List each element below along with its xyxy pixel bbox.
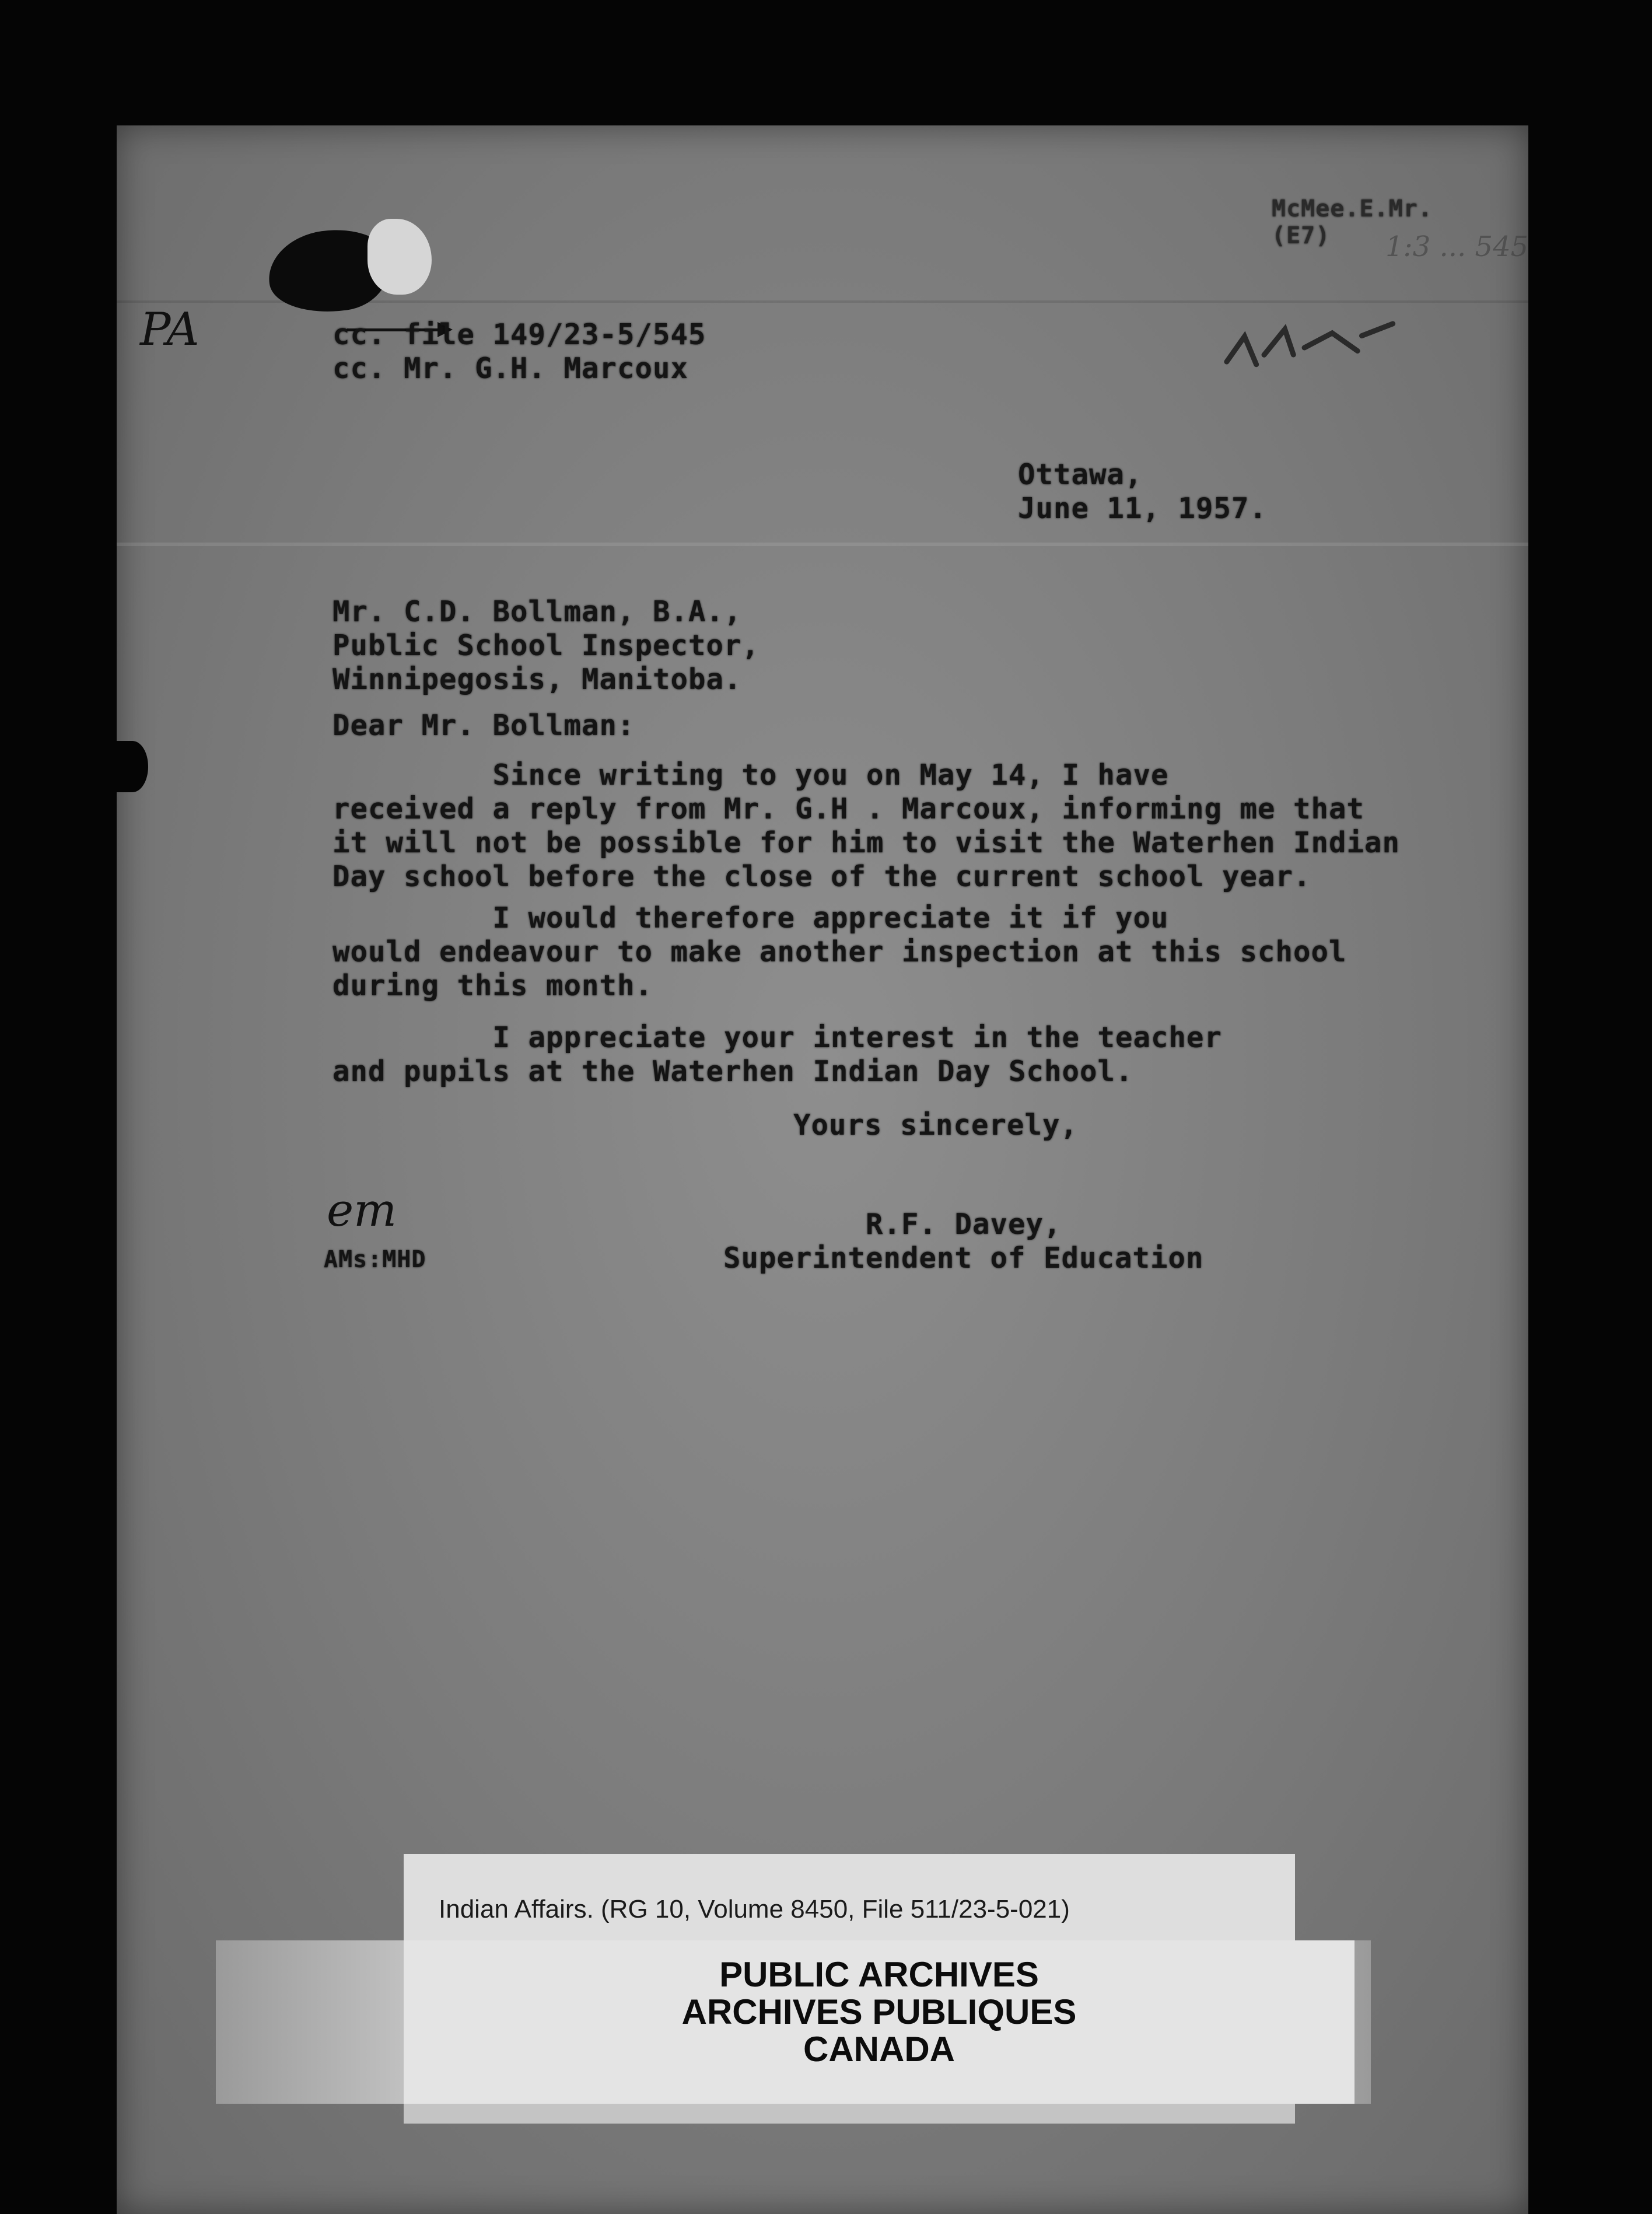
cc-lines: cc. file 149/23-5/545 cc. Mr. G.H. Marcoux bbox=[332, 318, 706, 385]
salutation: Dear Mr. Bollman: bbox=[332, 709, 635, 742]
typist-reference: AMs:MHD bbox=[324, 1246, 426, 1273]
top-right-file-reference: McMee.E.Mr. (E7) bbox=[1272, 195, 1433, 249]
pencil-scrawl-mark bbox=[1220, 309, 1399, 374]
pencil-note: 1:3 ... 545 bbox=[1385, 230, 1529, 263]
addressee-block: Mr. C.D. Bollman, B.A., Public School Inspector, Winnipegosis, Manitoba. bbox=[332, 595, 760, 696]
handwritten-initials: em bbox=[327, 1184, 397, 1237]
stamp-line-canada: CANADA bbox=[803, 2030, 955, 2069]
handwritten-margin-note: PA bbox=[140, 303, 200, 356]
body-paragraph-1: Since writing to you on May 14, I have received a reply from Mr. G.H . Marcoux, informing me that it will not be possible for him to visit the Waterhen Indian Day school before the close of the current school year. bbox=[332, 758, 1401, 893]
sheet-fold-line bbox=[117, 543, 1528, 546]
signature-block: R.F. Davey, Superintendent of Education bbox=[723, 1208, 1204, 1275]
archive-label-base bbox=[404, 2104, 1295, 2124]
body-paragraph-2: I would therefore appreciate it if you would endeavour to make another inspection at this school during this month. bbox=[332, 901, 1347, 1002]
torn-paper-patch bbox=[368, 219, 432, 295]
body-paragraph-3: I appreciate your interest in the teacher and pupils at the Waterhen Indian Day School. bbox=[332, 1021, 1223, 1088]
archives-stamp bbox=[216, 1940, 1371, 2104]
stamp-line-public-archives: PUBLIC ARCHIVES bbox=[719, 1955, 1039, 1994]
place-and-date: Ottawa, June 11, 1957. bbox=[1018, 458, 1268, 525]
punch-hole bbox=[117, 741, 148, 792]
archives-stamp-band bbox=[404, 1940, 1354, 2104]
archive-caption: Indian Affairs. (RG 10, Volume 8450, File 511/23-5-021) bbox=[439, 1895, 1070, 1923]
archive-caption-label bbox=[404, 1854, 1295, 1947]
stamp-line-archives-publiques: ARCHIVES PUBLIQUES bbox=[681, 1992, 1077, 2031]
complimentary-close: Yours sincerely, bbox=[793, 1108, 1079, 1142]
